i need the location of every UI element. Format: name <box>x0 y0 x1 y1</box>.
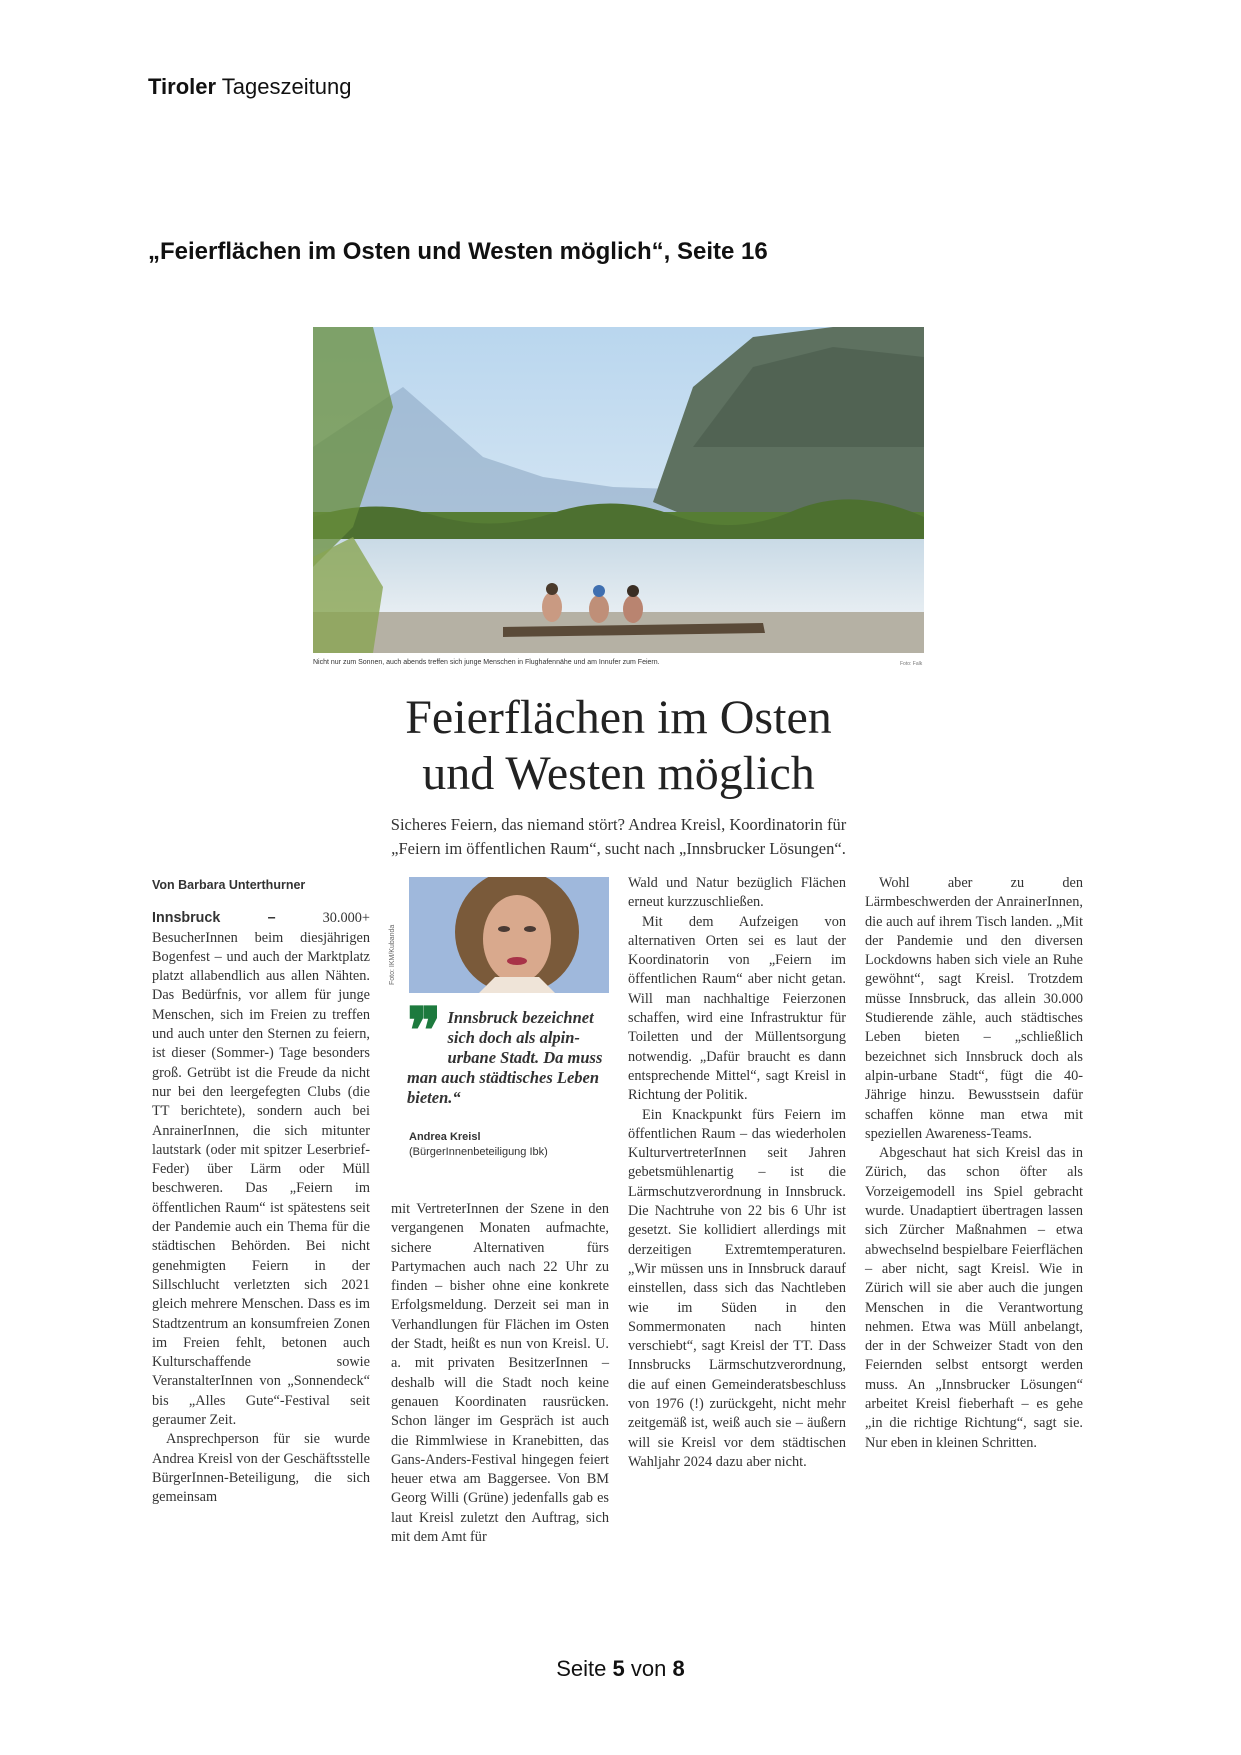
footer-prefix: Seite <box>556 1656 607 1681</box>
portrait-photo <box>409 877 609 993</box>
paragraph: Ein Knackpunkt fürs Feiern im öffentlichen Raum – das wiederholen KulturvertreterInnen seit Jahren gebetsmühlenartig – ist die Lärmschutzverordnung in Innsbruck. Die Nachtruhe von 22 bis 6 Uhr ist gesetzt. Sie kollidiert allerdings mit derzeitigen Extremtemperaturen. „Wir müssen uns in Innsbruck darauf einstellen, dass sich das Nachtleben wie im Süden in den Sommermonaten nach hinten verschiebt“, sagt Kreisl der TT. Dass Innsbrucks Lärmschutzverordnung, die auf einen Gemeinderatsbeschluss von 1976 (!) zurückgeht, nicht mehr zeitgemäß ist, weiß auch sie – äußern will sie Kreisl vor dem städtischen Wahljahr 2024 dazu aber nicht. <box>628 1106 846 1470</box>
article-column-3 <box>628 874 846 1472</box>
paragraph: Abgeschaut hat sich Kreisl das in Zürich, das schon öfter als Vorzeigemodell ins Spiel gebracht wurde. Unadaptiert übertragen lassen sich Zürcher Maßnahmen – etwa abwechselnd bespielbare Feierflächen – aber nicht, sagt Kreisl. Wie in Zürich will sie aber auch die jungen Menschen in die Verantwortung nehmen. Etwa was Müll anbelangt, der in der Schweizer Stadt von den Feiernden selbst entsorgt werden muss. An „Innsbrucker Lösungen“ arbeitet Kreisl fieberhaft – es gehe „in die richtige Richtung“, sagt sie. Nur eben in kleinen Schritten. <box>865 1145 1083 1451</box>
photo-credit: Foto: Falk <box>900 661 923 667</box>
page-footer <box>0 1656 1241 1682</box>
river-landscape-image <box>313 327 924 653</box>
subtitle-line-1: Sicheres Feiern, das niemand stört? Andrea Kreisl, Koordinatorin für <box>390 815 847 834</box>
paragraph: Ansprechperson für sie wurde Andrea Kreisl von der Geschäftsstelle BürgerInnen-Beteiligung, die sich gemeinsam <box>152 1431 370 1506</box>
river <box>313 539 924 619</box>
total-page-count: 8 <box>672 1656 685 1681</box>
article-subtitle <box>313 813 924 861</box>
title-line-2: und Westen möglich <box>422 747 815 800</box>
quote-author-name: Andrea Kreisl <box>409 1131 481 1143</box>
paragraph: Wohl aber zu den Lärmbeschwerden der AnrainerInnen, die auch auf ihrem Tisch landen. „Mit der Pandemie und den diversen Lockdowns haben sich viele an Ruhe gewöhnt“, sagt Kreisl. Trotzdem müsse Innsbruck, das allein 30.000 Studierende zähle, auch städtisches Leben bieten – „schließlich bezeichnet sich Innsbruck doch als alpin-urbane Stadt“, fügt die 40-Jährige hinzu. Bewusstsein dafür schaffen könne man etwa mit speziellen Awareness-Teams. <box>865 875 1083 1142</box>
title-line-1: Feierflächen im Osten <box>405 691 832 744</box>
article-column-2 <box>391 1200 609 1547</box>
byline: Von Barbara Unterthurner <box>152 878 306 892</box>
article-photo <box>313 327 924 653</box>
article-column-4 <box>865 874 1083 1453</box>
portrait-image <box>409 877 609 993</box>
paragraph: Wald und Natur bezüglich Flächen erneut kurzzuschließen. <box>628 875 846 911</box>
photo-caption: Nicht nur zum Sonnen, auch abends treffen sich junge Menschen in Flughafennähe und am Innufer zum Feiern. <box>313 659 660 666</box>
pull-quote-attribution <box>409 1130 548 1160</box>
pull-quote-text: Innsbruck bezeichnet sich doch als alpin-urbane Stadt. Da muss man auch städtisches Leben bieten.“ <box>407 1008 603 1107</box>
current-page-number: 5 <box>612 1656 625 1681</box>
subtitle-line-2: „Feiern im öffentlichen Raum“, sucht nach „Innsbrucker Lösungen“. <box>391 839 846 858</box>
article-reference-heading: „Feierflächen im Osten und Westen möglich“, Seite 16 <box>148 238 768 265</box>
newspaper-brand <box>148 74 351 100</box>
article-title <box>313 690 924 802</box>
quote-author-role: (BürgerInnenbeteiligung Ibk) <box>409 1146 548 1158</box>
paragraph-text: 30.000+ BesucherInnen beim diesjährigen Bogenfest – und auch der Marktplatz platzt allabendlich aus allen Nähten. Das Bedürfnis, vor allem für junge Menschen, sich im Freien zu treffen und auch unter den Sternen zu feiern, ist dieser (Sommer-) Tage besonders groß. Getrübt ist die Freude da nicht nur bei den leergefegten Clubs (die TT berichtete), sondern auch bei AnrainerInnen, die sich mitunter lautstark (oder mit spitzer Leserbrief-Feder) über Lärm oder Müll beschweren. Das „Feiern im öffentlichen Raum“ ist spätestens seit der Pandemie auch ein Thema für die städtischen Behörden. Bei nicht genehmigten Feiern in der Sillschlucht verletzten sich 2021 gleich mehrere Menschen. Dass es im Stadtzentrum an konsumfreien Zonen im Freien fehlt, betonen auch Kulturschaffende sowie VeranstalterInnen von „Sonnendeck“ bis „Alles Gute“-Festival seit geraumer Zeit. <box>152 910 370 1429</box>
brand-bold: Tiroler <box>148 74 217 99</box>
quote-mark-icon: ❞ <box>407 994 442 1069</box>
paragraph <box>152 909 370 1430</box>
article-column-1 <box>152 876 370 1508</box>
paragraph: mit VertreterInnen der Szene in den vergangenen Monaten aufmachte, sichere Alternativen fürs Partymachen auch nach 22 Uhr zu finden – bisher ohne eine konkrete Erfolgsmeldung. Derzeit sei man in Verhandlungen für Flächen im Osten der Stadt, heißt es nun von Kreisl. U. a. mit privaten BesitzerInnen – deshalb will die Stadt noch keine genauen Koordinaten rausrücken. Schon länger im Gespräch ist auch die Rimmlwiese in Kranebitten, das Gans-Anders-Festival hingegen feiert heuer etwa am Baggersee. Von BM Georg Willi (Grüne) jedenfalls gab es laut Kreisl zuletzt den Auftrag, sich mit dem Amt für <box>391 1201 609 1546</box>
dateline: Innsbruck – <box>152 910 276 927</box>
footer-middle: von <box>630 1656 667 1681</box>
pull-quote <box>407 994 607 1108</box>
portrait-credit: Foto: IKM/Kubanda <box>389 924 396 985</box>
paragraph: Mit dem Aufzeigen von alternativen Orten sei es laut der Koordinatorin von „Feiern im öffentlichen Raum“ aber nicht getan. Will man nachhaltige Feierzonen schaffen, wird eine Infrastruktur für Toiletten und der Müllentsorgung notwendig. „Dafür braucht es dann entsprechende Mittel“, sagt Kreisl in Richtung der Politik. <box>628 913 846 1104</box>
brand-regular: Tageszeitung <box>221 74 352 99</box>
